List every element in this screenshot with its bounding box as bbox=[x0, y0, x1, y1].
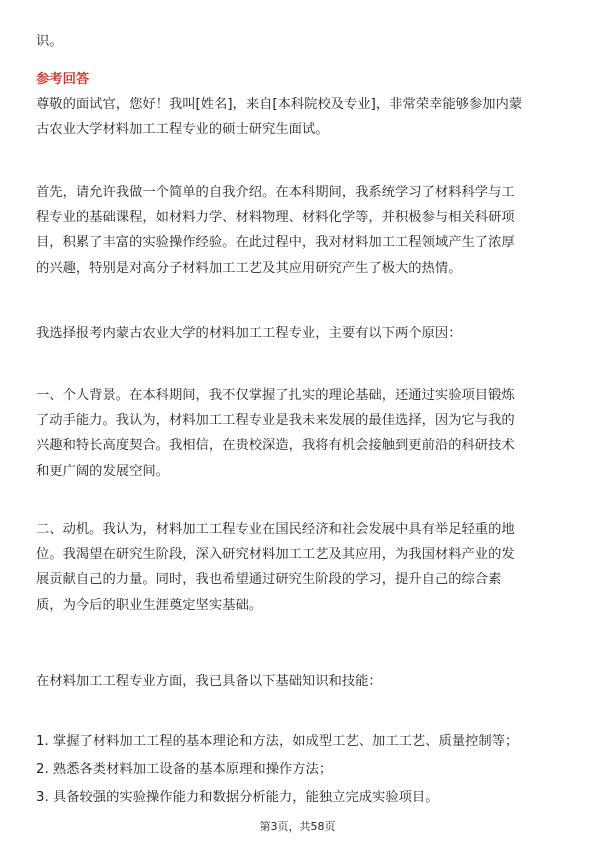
skills-lead-paragraph: 在材料加工工程专业方面，我已具备以下基础知识和技能： bbox=[36, 674, 382, 689]
greeting-paragraph: 尊敬的面试官，您好！我叫[姓名]，来自[本科院校及专业]，非常荣幸能够参加内蒙 古农业大学材料加工工程专业的硕士研究生面试。 bbox=[36, 97, 523, 138]
reasons-lead-paragraph: 我选择报考内蒙古农业大学的材料加工工程专业，主要有以下两个原因： bbox=[36, 326, 462, 341]
reason-one-paragraph: 一、个人背景。在本科期间，我不仅掌握了扎实的理论基础，还通过实验项目锻炼 了动手能力。我认为，材料加工工程专业是我未来发展的最佳选择，因为它与我的 兴趣和特长高度契合。我相信，在贵校深造，我将有机会接触到更前沿的科研技术 和更广阔的发展空间。 bbox=[36, 388, 515, 479]
answer-heading: 参考回答 bbox=[36, 72, 90, 87]
reason-two-paragraph: 二、动机。我认为，材料加工工程专业在国民经济和社会发展中具有举足轻重的地 位。我渴望在研究生阶段，深入研究材料加工工艺及其应用，为我国材料产业的发 展贡献自己的力量。同时，我也希望通过研究生阶段的学习，提升自己的综合素 质，为今后的职业生涯奠定坚实基础。 bbox=[36, 522, 515, 613]
skill-list-item: 2. 熟悉各类材料加工设备的基本原理和操作方法； bbox=[36, 762, 333, 777]
page-number-footer: 第3页，共58页 bbox=[259, 820, 336, 833]
intro-paragraph: 首先，请允许我做一个简单的自我介绍。在本科期间，我系统学习了材料科学与工 程专业的基础课程，如材料力学、材料物理、材料化学等，并积极参与相关科研项 目，积累了丰富的实验操作经验。在此过程中，我对材料加工工程领域产生了浓厚 的兴趣，特别是对高分子材料加工工艺及其应用研究产生了极大的热情。 bbox=[36, 185, 515, 276]
skill-list-item: 3. 具备较强的实验操作能力和数据分析能力，能独立完成实验项目。 bbox=[36, 790, 439, 805]
skill-list-item: 1. 掌握了材料加工工程的基本理论和方法，如成型工艺、加工工艺、质量控制等； bbox=[36, 734, 519, 749]
previous-text-fragment: 识。 bbox=[36, 34, 63, 49]
